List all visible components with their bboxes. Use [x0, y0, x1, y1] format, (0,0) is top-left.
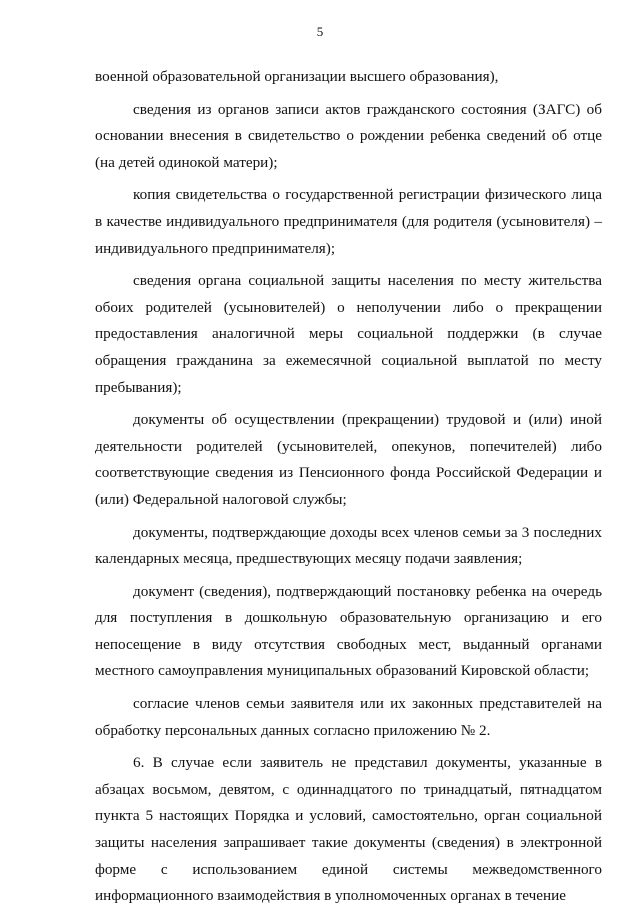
paragraph-income-documents: документы, подтверждающие доходы всех членов семьи за 3 последних календарных месяца, предшествующих месяцу подачи заявления; — [95, 523, 602, 568]
paragraph-kindergarten-queue: документ (сведения), подтверждающий постановку ребенка на очередь для поступления в дошкольную образовательную организацию и его непосещение в виду отсутствия свободных мест, выданный органами местного самоуправления муниципальных образований Кировской области; — [95, 582, 602, 680]
page-number: 5 — [316, 24, 324, 39]
paragraph-entrepreneur-certificate: копия свидетельства о государственной регистрации физического лица в качестве индивидуального предпринимателя (для родителя (усыновителя) – индивидуального предпринимателя); — [95, 186, 602, 257]
paragraph-employment-documents: документы об осуществлении (прекращении) трудовой и (или) иной деятельности родителей (усыновителей, опекунов, попечителей) либо соответствующие сведения из Пенсионного фонда Российской Федерации и (или) Федеральной налоговой службы; — [95, 411, 602, 508]
paragraph-continuation: военной образовательной организации высшего образования), — [95, 68, 499, 85]
document-body — [95, 64, 602, 916]
paragraph-section-6: 6. В случае если заявитель не представил документы, указанные в абзацах восьмом, девятом, с одиннадцатого по тринадцатый, пятнадцатом пункта 5 настоящих Порядка и условий, самостоятельно, орган социальной защиты населения запрашивает такие документы (сведения) в электронной форме с использованием единой системы межведомственного информационного взаимодействия в уполномоченных органах в течение — [95, 754, 602, 905]
paragraph-social-protection-info: сведения органа социальной защиты населения по месту жительства обоих родителей (усыновителей) о неполучении либо о прекращении предоставления аналогичной меры социальной поддержки (в случае обращения гражданина за ежемесячной социальной выплатой по месту пребывания); — [95, 272, 602, 396]
paragraph-personal-data-consent: согласие членов семьи заявителя или их законных представителей на обработку персональных данных согласно приложению № 2. — [95, 695, 602, 739]
paragraph-zags-info: сведения из органов записи актов гражданского состояния (ЗАГС) об основании внесения в свидетельство о рождении ребенка сведений об отце (на детей одинокой матери); — [95, 100, 602, 171]
